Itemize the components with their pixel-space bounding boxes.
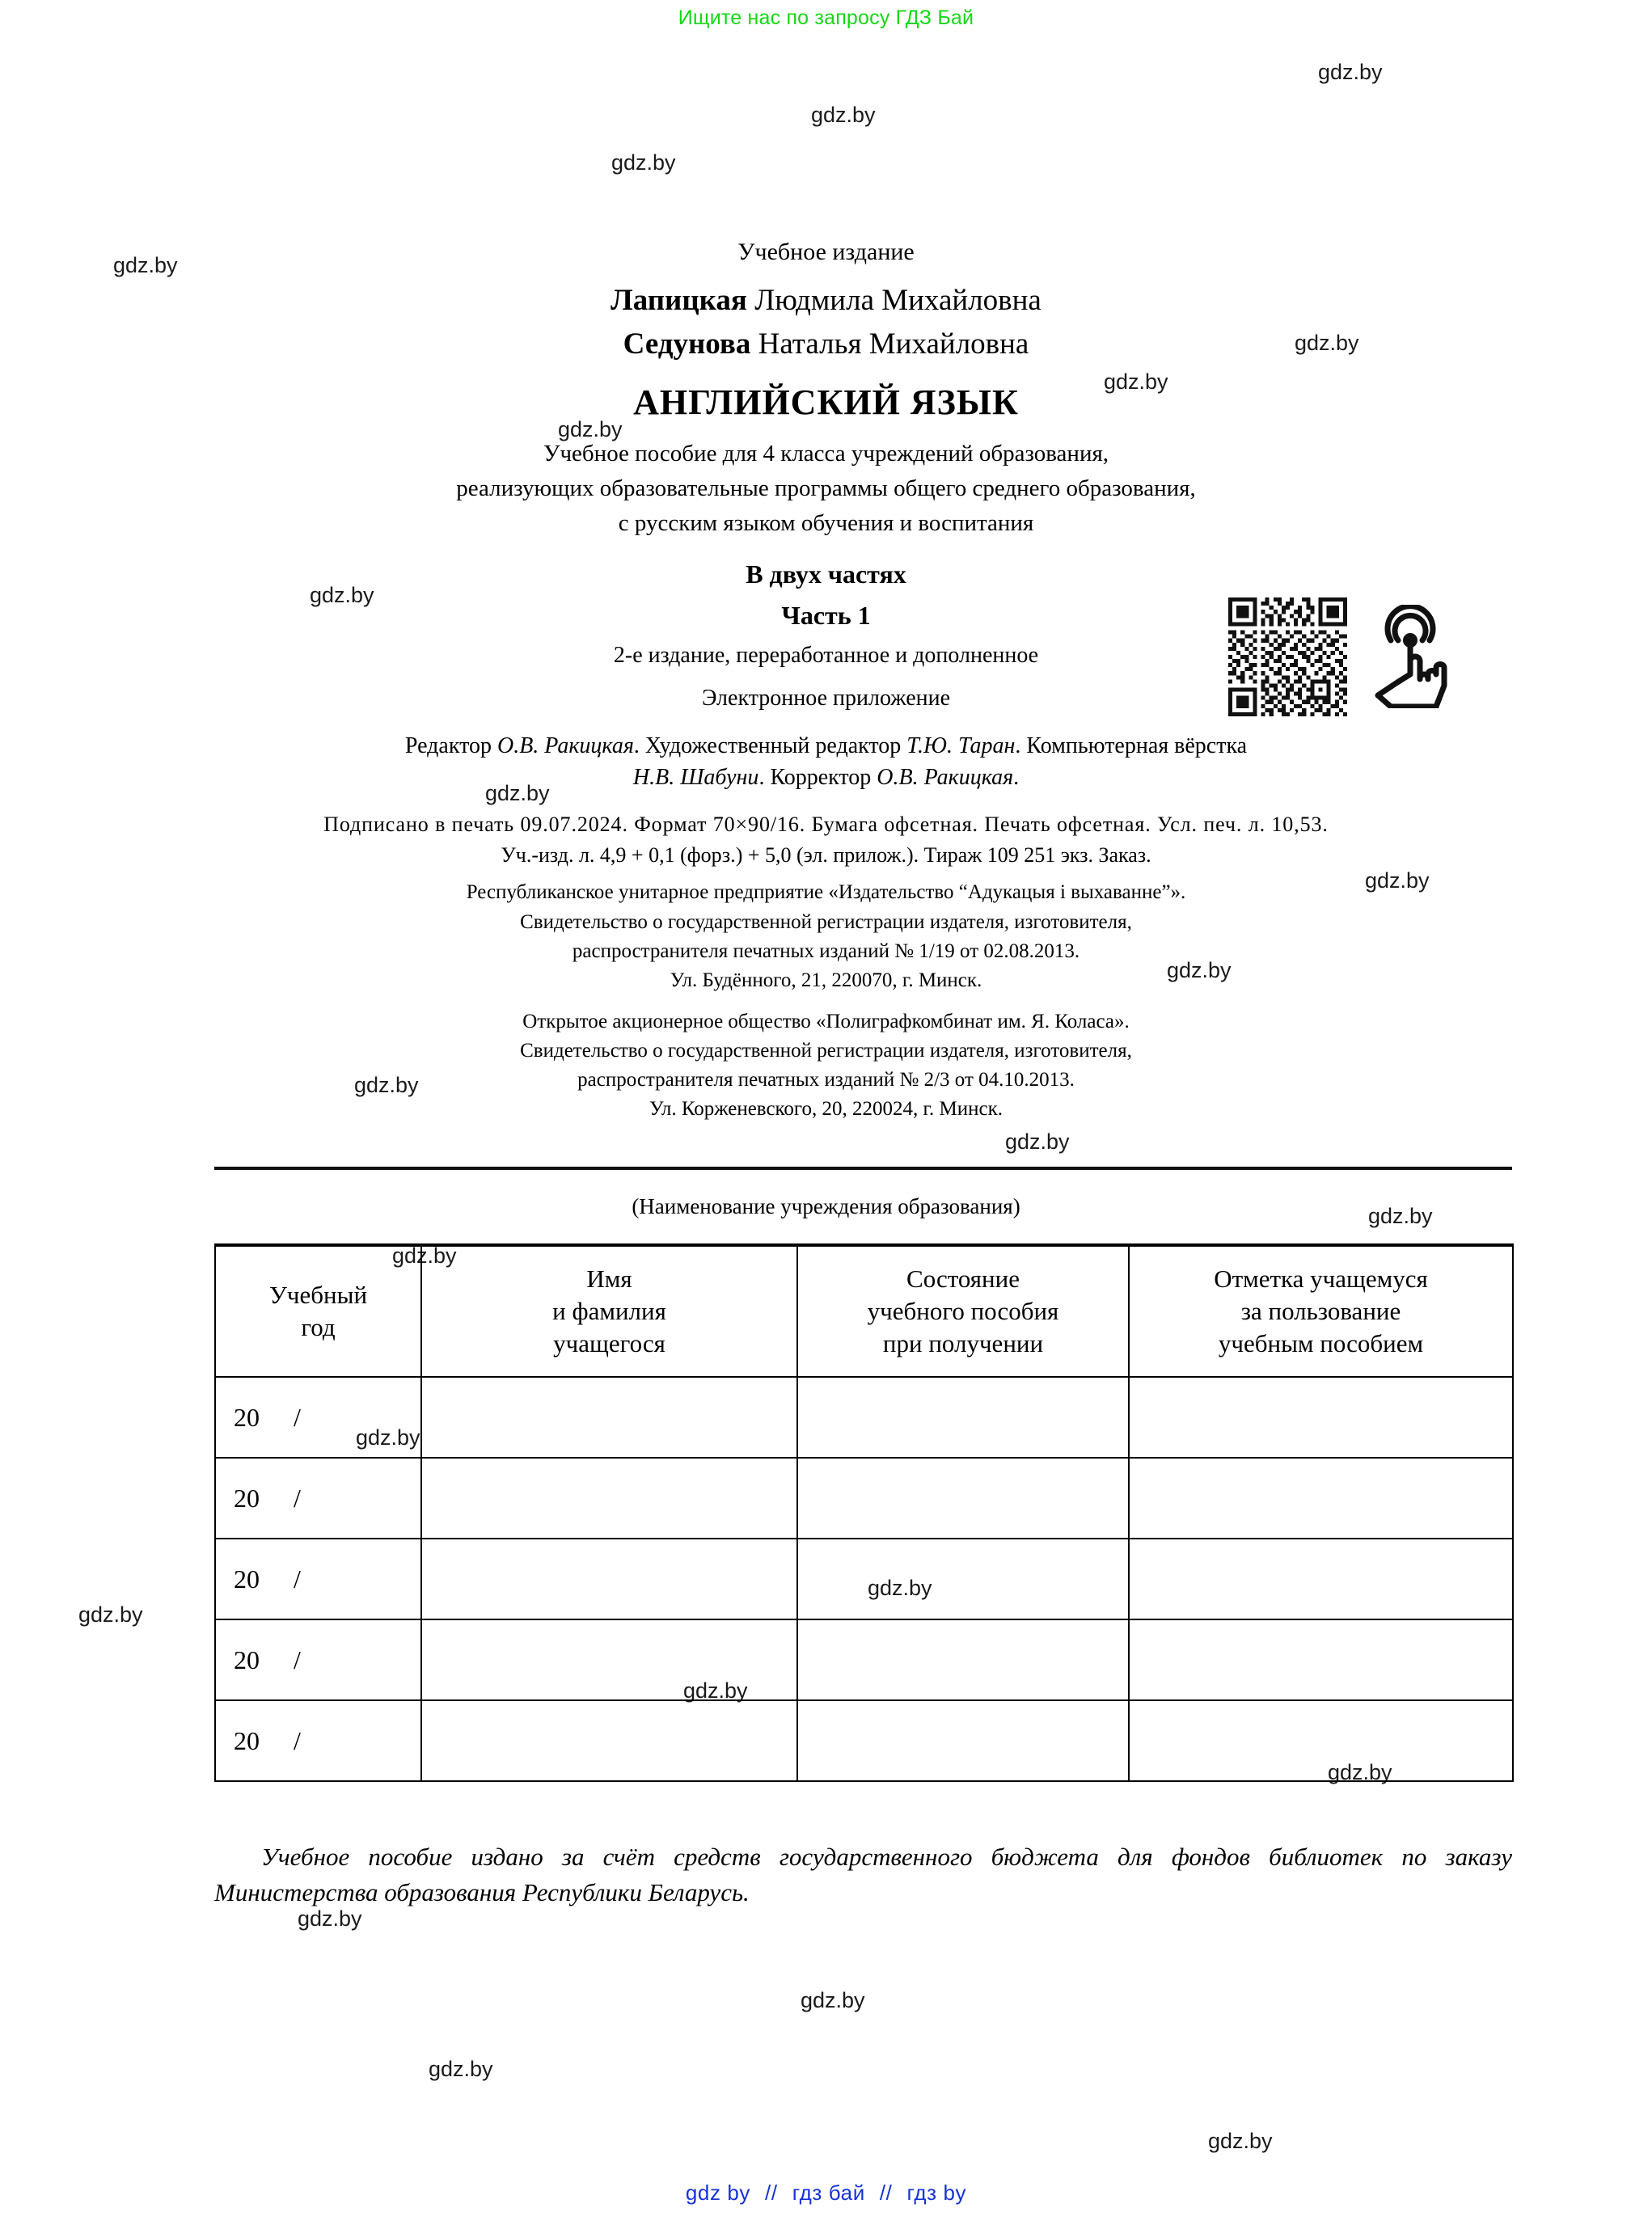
year-slash: / — [294, 1644, 301, 1674]
subtitle-line-2: реализующих образовательные программы общего среднего образования, — [456, 475, 1196, 501]
year-prefix: 20 — [234, 1483, 260, 1513]
cell-condition[interactable] — [797, 1700, 1129, 1781]
credits-line-2 — [0, 765, 1652, 791]
budget-funding-note-text: Учебное пособие издано за счёт средств государственного бюджета для фондов библиотек по заказу Министерства образования Республики Беларусь. — [214, 1843, 1512, 1907]
column-header-student-name — [421, 1245, 797, 1377]
credits-proofreader-name: О.В. Ракицкая — [877, 765, 1014, 790]
author-2-surname: Седунова — [623, 327, 751, 361]
watermark-3: gdz.by — [113, 253, 178, 277]
credits-editor-label: Редактор — [404, 733, 497, 758]
cell-year[interactable] — [215, 1458, 421, 1539]
publisher-line-2: Свидетельство о государственной регистрации издателя, изготовителя, — [520, 911, 1132, 933]
bottom-link-separator-2: // — [879, 2181, 893, 2205]
table-row — [215, 1619, 1513, 1700]
watermark-18: gdz.by — [683, 1678, 748, 1703]
watermark-9: gdz.by — [1365, 868, 1430, 893]
table-row — [215, 1377, 1513, 1458]
cell-grade[interactable] — [1129, 1377, 1513, 1458]
year-prefix: 20 — [234, 1644, 260, 1674]
cell-condition[interactable] — [797, 1619, 1129, 1700]
watermark-10: gdz.by — [1167, 958, 1232, 982]
electronic-app-label: Электронное приложение — [701, 686, 951, 711]
year-slash: / — [294, 1725, 301, 1755]
printing-house-line-3: распространителя печатных изданий № 2/3 от 04.10.2013. — [577, 1069, 1075, 1091]
table-row — [215, 1458, 1513, 1539]
column-header-condition-l3: при получении — [882, 1328, 1044, 1357]
watermark-11: gdz.by — [354, 1073, 419, 1097]
column-header-year-l1: Учебный — [268, 1281, 368, 1310]
year-prefix: 20 — [234, 1564, 260, 1594]
cell-student-name[interactable] — [421, 1458, 797, 1539]
bottom-link-bar — [0, 2181, 1652, 2206]
watermark-1: gdz.by — [811, 103, 876, 127]
cell-year[interactable] — [215, 1700, 421, 1781]
watermark-12: gdz.by — [1005, 1129, 1070, 1154]
bottom-link-1[interactable]: gdz by — [685, 2181, 751, 2205]
watermark-13: gdz.by — [1368, 1204, 1433, 1228]
print-details-line-2: Уч.-изд. л. 4,9 + 0,1 (форз.) + 5,0 (эл. прилож.). Тираж 109 251 экз. Заказ. — [501, 843, 1151, 867]
watermark-19: gdz.by — [1328, 1760, 1392, 1784]
column-header-grade-l3: учебным пособием — [1218, 1328, 1424, 1357]
column-header-grade-l2: за пользование — [1240, 1297, 1401, 1326]
author-2-given: Наталья Михайловна — [750, 327, 1029, 361]
author-1-given: Людмила Михайловна — [746, 284, 1041, 317]
year-slash: / — [294, 1483, 301, 1513]
watermark-14: gdz.by — [392, 1243, 457, 1268]
watermark-22: gdz.by — [429, 2057, 493, 2081]
column-header-grade — [1129, 1245, 1513, 1377]
column-header-student-name-l3: учащегося — [553, 1328, 665, 1357]
credits-art-editor-name: Т.Ю. Таран — [906, 733, 1016, 758]
column-header-year — [215, 1245, 421, 1377]
column-header-condition — [797, 1245, 1129, 1377]
watermark-8: gdz.by — [485, 781, 550, 805]
cell-grade[interactable] — [1129, 1458, 1513, 1539]
credits-layout-name: Н.В. Шабуни — [632, 765, 759, 790]
cell-year[interactable] — [215, 1619, 421, 1700]
watermark-2: gdz.by — [611, 150, 676, 175]
budget-funding-note — [214, 1839, 1512, 1910]
printing-house-line-4: Ул. Корженевского, 20, 220024, г. Минск. — [649, 1098, 1003, 1120]
watermark-0: gdz.by — [1318, 60, 1383, 84]
watermark-20: gdz.by — [298, 1906, 362, 1931]
cell-student-name[interactable] — [421, 1377, 797, 1458]
bottom-link-2[interactable]: гдз бай — [792, 2181, 865, 2205]
credits-line2-period: . — [1013, 765, 1020, 790]
author-name-2 — [0, 327, 1652, 361]
watermark-6: gdz.by — [558, 417, 623, 441]
watermark-4: gdz.by — [1295, 331, 1359, 355]
promo-banner: Ищите нас по запросу ГДЗ Бай — [678, 6, 974, 29]
parts-label: В двух частях — [746, 559, 906, 589]
tap-hand-icon[interactable] — [1367, 605, 1454, 708]
printing-house-line-2: Свидетельство о государственной регистрации издателя, изготовителя, — [520, 1040, 1132, 1062]
watermark-5: gdz.by — [1104, 369, 1168, 394]
cell-student-name[interactable] — [421, 1700, 797, 1781]
table-header-row — [215, 1245, 1513, 1377]
table-body — [215, 1377, 1513, 1781]
subtitle-line-3: с русским языком обучения и воспитания — [618, 510, 1034, 536]
print-details-line-1: Подписано в печать 09.07.2024. Формат 70×90/16. Бумага офсетная. Печать офсетная. Усл. печ. л. 10,53. — [323, 813, 1329, 836]
cell-student-name[interactable] — [421, 1539, 797, 1619]
author-1-surname: Лапицкая — [611, 284, 747, 317]
watermark-21: gdz.by — [801, 1988, 865, 2012]
watermark-15: gdz.by — [356, 1425, 420, 1450]
cell-year[interactable] — [215, 1539, 421, 1619]
column-header-year-l2: год — [301, 1313, 336, 1341]
part-number: Часть 1 — [781, 601, 871, 630]
cell-condition[interactable] — [797, 1539, 1129, 1619]
watermark-7: gdz.by — [310, 583, 374, 607]
cell-grade[interactable] — [1129, 1700, 1513, 1781]
credits-layout-label: . Компьютерная вёрстка — [1015, 733, 1248, 758]
institution-caption: (Наименование учреждения образования) — [632, 1194, 1020, 1218]
column-header-grade-l1: Отметка учащемуся — [1214, 1264, 1428, 1294]
cell-condition[interactable] — [797, 1377, 1129, 1458]
watermark-17: gdz.by — [78, 1602, 143, 1627]
credits-art-editor-label: . Художественный редактор — [633, 733, 907, 758]
year-slash: / — [294, 1402, 301, 1432]
qr-code-icon[interactable] — [1228, 597, 1347, 716]
book-title: АНГЛИЙСКИЙ ЯЗЫК — [633, 382, 1019, 422]
year-slash: / — [294, 1564, 301, 1594]
publisher-line-1: Республиканское унитарное предприятие «Издательство “Адукацыя i выхаванне”». — [466, 881, 1186, 903]
cell-year[interactable] — [215, 1377, 421, 1458]
cell-grade[interactable] — [1129, 1619, 1513, 1700]
cell-student-name[interactable] — [421, 1619, 797, 1700]
bottom-link-3[interactable]: гдз by — [906, 2181, 967, 2205]
column-header-student-name-l1: Имя — [586, 1264, 632, 1294]
watermark-23: gdz.by — [1208, 2129, 1273, 2153]
credits-proofreader-label: . Корректор — [758, 765, 877, 790]
publisher-line-4: Ул. Будённого, 21, 220070, г. Минск. — [670, 969, 982, 991]
cell-condition[interactable] — [797, 1458, 1129, 1539]
year-prefix: 20 — [234, 1402, 260, 1432]
edition-label: Учебное издание — [737, 239, 915, 265]
bottom-link-separator-1: // — [765, 2181, 778, 2205]
printing-house-line-1: Открытое акционерное общество «Полиграфкомбинат им. Я. Коласа». — [522, 1011, 1130, 1032]
institution-signature-rule — [214, 1167, 1512, 1170]
publisher-line-3: распространителя печатных изданий № 1/19 от 02.08.2013. — [572, 940, 1080, 962]
author-name-1 — [0, 283, 1652, 318]
year-prefix: 20 — [234, 1725, 260, 1755]
subtitle-line-1: Учебное пособие для 4 класса учреждений образования, — [543, 441, 1109, 467]
edition-note: 2-е издание, переработанное и дополненное — [613, 643, 1039, 668]
cell-grade[interactable] — [1129, 1539, 1513, 1619]
watermark-16: gdz.by — [868, 1576, 932, 1600]
table-row — [215, 1539, 1513, 1619]
table-row — [215, 1700, 1513, 1781]
credits-line-1 — [0, 733, 1652, 759]
column-header-condition-l2: учебного пособия — [867, 1297, 1059, 1326]
book-registration-table — [214, 1243, 1514, 1782]
credits-editor-name: О.В. Ракицкая — [496, 733, 634, 758]
column-header-student-name-l2: и фамилия — [552, 1297, 666, 1326]
column-header-condition-l1: Состояние — [906, 1264, 1020, 1294]
